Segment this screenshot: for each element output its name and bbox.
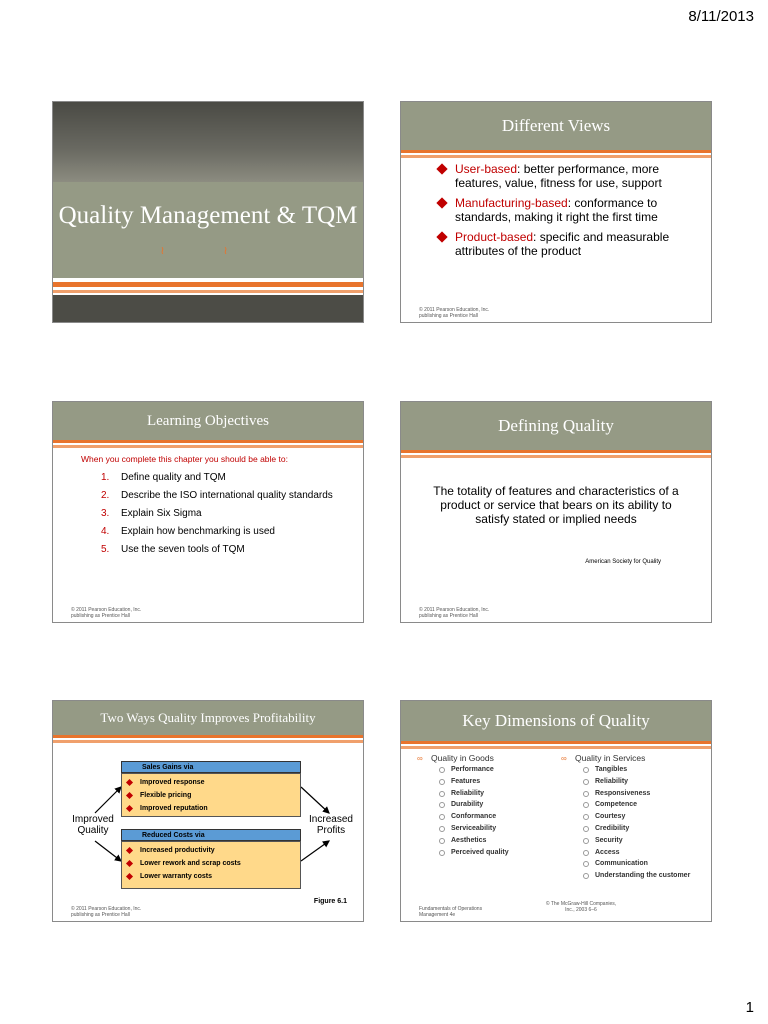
circle-bullet-icon — [439, 791, 445, 797]
publisher-note: © The McGraw-Hill Companies, Inc., 2003 6–6 — [545, 901, 617, 913]
item-text: Improved response — [140, 779, 205, 786]
diamond-bullet-icon — [126, 873, 133, 880]
item-text: Features — [451, 777, 481, 785]
list-item — [101, 526, 341, 538]
ornament-icon: ≀ ≀ — [160, 245, 256, 257]
circle-bullet-icon — [439, 779, 445, 785]
item-text: Courtesy — [595, 813, 626, 821]
list-item — [435, 196, 705, 224]
slide-defining-quality — [400, 401, 712, 623]
circle-bullet-icon — [583, 791, 589, 797]
arrow-icon — [95, 841, 121, 861]
objectives-list — [101, 472, 341, 562]
list-item — [439, 823, 547, 835]
item-text: Reliability — [451, 789, 485, 797]
services-header — [561, 753, 709, 764]
slide-title-band — [53, 182, 363, 278]
quality-definition: The totality of features and characteristics of a product or service that bears on its ability to satisfy stated or implied needs — [433, 484, 679, 526]
list-item — [101, 472, 341, 484]
item-text: Tangibles — [595, 766, 628, 773]
circle-bullet-icon — [583, 861, 589, 867]
item-text: Reliability — [595, 777, 629, 785]
list-item — [583, 764, 709, 776]
list-item — [439, 799, 547, 811]
circle-bullet-icon — [583, 838, 589, 844]
circle-bullet-icon — [583, 826, 589, 832]
slide-title-footer-band — [53, 295, 363, 322]
diamond-bullet-icon — [126, 860, 133, 867]
item-number: 1. — [101, 472, 110, 483]
item-text: Conformance — [451, 813, 497, 821]
item-text: Access — [595, 848, 620, 856]
accent-line — [401, 450, 711, 453]
list-item — [439, 776, 547, 788]
item-text: Responsiveness — [595, 789, 651, 797]
item-number: 5. — [101, 544, 110, 555]
item-text: Serviceability — [451, 824, 497, 832]
slide-heading: Defining Quality — [401, 402, 711, 450]
list-item — [583, 847, 709, 859]
item-text: Credibility — [595, 824, 630, 832]
print-date: 8/11/2013 — [688, 8, 754, 25]
list-item — [439, 847, 547, 859]
list-item — [583, 870, 709, 882]
ornament-icon: ∞ — [561, 754, 567, 763]
item-text: Security — [595, 836, 623, 844]
copyright-note: © 2011 Pearson Education, Inc. publishing as Prentice Hall — [71, 607, 142, 619]
slide-profitability — [52, 700, 364, 922]
circle-bullet-icon — [583, 814, 589, 820]
views-list — [435, 162, 705, 264]
list-item — [122, 870, 300, 883]
item-text: Describe the ISO international quality standards — [121, 490, 333, 501]
ornament-icon: ∞ — [417, 754, 423, 763]
view-term: User-based — [455, 162, 518, 176]
slide-title — [52, 101, 364, 323]
list-item — [583, 835, 709, 847]
slide-heading: Learning Objectives — [53, 402, 363, 440]
page-number: 1 — [745, 999, 754, 1016]
diamond-bullet-icon — [436, 197, 447, 208]
item-text: Performance — [451, 766, 494, 773]
item-text: Understanding the customer — [595, 872, 691, 880]
accent-line — [401, 455, 711, 458]
list-item — [101, 490, 341, 502]
circle-bullet-icon — [583, 850, 589, 856]
item-number: 2. — [101, 490, 110, 501]
item-text: Increased productivity — [140, 847, 215, 854]
list-item — [101, 508, 341, 520]
list-item — [583, 858, 709, 870]
objectives-intro: When you complete this chapter you should be able to: — [81, 454, 288, 464]
list-item — [439, 811, 547, 823]
definition-source: American Society for Quality — [585, 559, 661, 565]
list-item — [101, 544, 341, 556]
circle-bullet-icon — [439, 814, 445, 820]
list-item — [583, 799, 709, 811]
list-item — [583, 776, 709, 788]
diamond-bullet-icon — [436, 231, 447, 242]
goods-column — [417, 753, 547, 858]
sales-gains-header: Sales Gains via — [121, 761, 301, 773]
list-item — [435, 162, 705, 190]
accent-line — [53, 445, 363, 448]
circle-bullet-icon — [439, 802, 445, 808]
slide-key-dimensions — [400, 700, 712, 922]
circle-bullet-icon — [439, 850, 445, 856]
item-text: Use the seven tools of TQM — [121, 544, 245, 555]
list-item — [583, 823, 709, 835]
diamond-bullet-icon — [126, 779, 133, 786]
reduced-costs-header: Reduced Costs via — [121, 829, 301, 841]
list-item — [583, 811, 709, 823]
item-text: Competence — [595, 801, 638, 809]
list-item — [439, 835, 547, 847]
list-item — [122, 776, 300, 789]
accent-line — [401, 741, 711, 744]
arrow-icon — [301, 787, 329, 813]
goods-list — [417, 764, 547, 858]
sales-gains-box — [121, 773, 301, 817]
list-item — [122, 802, 300, 815]
arrow-icon — [95, 787, 121, 813]
slide-heading: Different Views — [401, 102, 711, 150]
circle-bullet-icon — [583, 767, 589, 773]
figure-label: Figure 6.1 — [313, 898, 347, 905]
services-list — [561, 764, 709, 882]
item-text: Communication — [595, 860, 648, 868]
goods-header — [417, 753, 547, 764]
item-text: Lower rework and scrap costs — [140, 860, 241, 867]
item-text: Perceived quality — [451, 848, 509, 856]
circle-bullet-icon — [583, 802, 589, 808]
view-text: : specific and measurable attributes of the product — [455, 230, 670, 258]
slide-different-views — [400, 101, 712, 323]
item-number: 3. — [101, 508, 110, 519]
circle-bullet-icon — [583, 779, 589, 785]
reduced-costs-box — [121, 841, 301, 889]
accent-line — [53, 290, 363, 293]
accent-line — [401, 746, 711, 749]
accent-line — [53, 440, 363, 443]
diamond-bullet-icon — [436, 163, 447, 174]
improved-quality-label: Improved Quality — [72, 814, 114, 836]
accent-line — [401, 155, 711, 158]
slide-title-text: Quality Management & TQM — [58, 202, 358, 229]
diamond-bullet-icon — [126, 847, 133, 854]
diamond-bullet-icon — [126, 805, 133, 812]
header-text: Quality in Services — [575, 753, 646, 763]
item-text: Explain how benchmarking is used — [121, 526, 275, 537]
item-number: 4. — [101, 526, 110, 537]
textbook-note: Fundamentals of Operations Management 4e — [419, 906, 483, 918]
copyright-note: © 2011 Pearson Education, Inc. publishing as Prentice Hall — [419, 607, 490, 619]
arrow-icon — [301, 841, 329, 861]
item-text: Lower warranty costs — [140, 873, 212, 880]
list-item — [122, 789, 300, 802]
diamond-bullet-icon — [126, 792, 133, 799]
slide-title-dark-band — [53, 102, 363, 182]
circle-bullet-icon — [439, 838, 445, 844]
list-item — [439, 764, 547, 776]
slide-learning-objectives — [52, 401, 364, 623]
accent-line — [53, 282, 363, 287]
item-text: Flexible pricing — [140, 792, 192, 799]
circle-bullet-icon — [439, 826, 445, 832]
list-item — [122, 844, 300, 857]
list-item — [439, 788, 547, 800]
circle-bullet-icon — [583, 873, 589, 879]
view-text: : better performance, more features, value, fitness for use, support — [455, 162, 662, 190]
copyright-note: © 2011 Pearson Education, Inc. publishing as Prentice Hall — [419, 307, 490, 319]
increased-profits-label: Increased Profits — [309, 814, 353, 836]
slide-heading: Key Dimensions of Quality — [401, 701, 711, 741]
item-text: Explain Six Sigma — [121, 508, 202, 519]
list-item — [435, 230, 705, 258]
item-text: Improved reputation — [140, 805, 208, 812]
item-text: Define quality and TQM — [121, 472, 226, 483]
view-term: Manufacturing-based — [455, 196, 568, 210]
list-item — [122, 857, 300, 870]
circle-bullet-icon — [439, 767, 445, 773]
header-text: Quality in Goods — [431, 753, 494, 763]
item-text: Aesthetics — [451, 836, 487, 844]
view-term: Product-based — [455, 230, 534, 244]
item-text: Durability — [451, 801, 484, 809]
accent-line — [401, 150, 711, 153]
view-text: : conformance to standards, making it right the first time — [455, 196, 658, 224]
list-item — [583, 788, 709, 800]
services-column — [561, 753, 709, 882]
slide-heading: Two Ways Quality Improves Profitability — [53, 701, 363, 735]
copyright-note: © 2011 Pearson Education, Inc. publishing as Prentice Hall — [71, 906, 142, 918]
